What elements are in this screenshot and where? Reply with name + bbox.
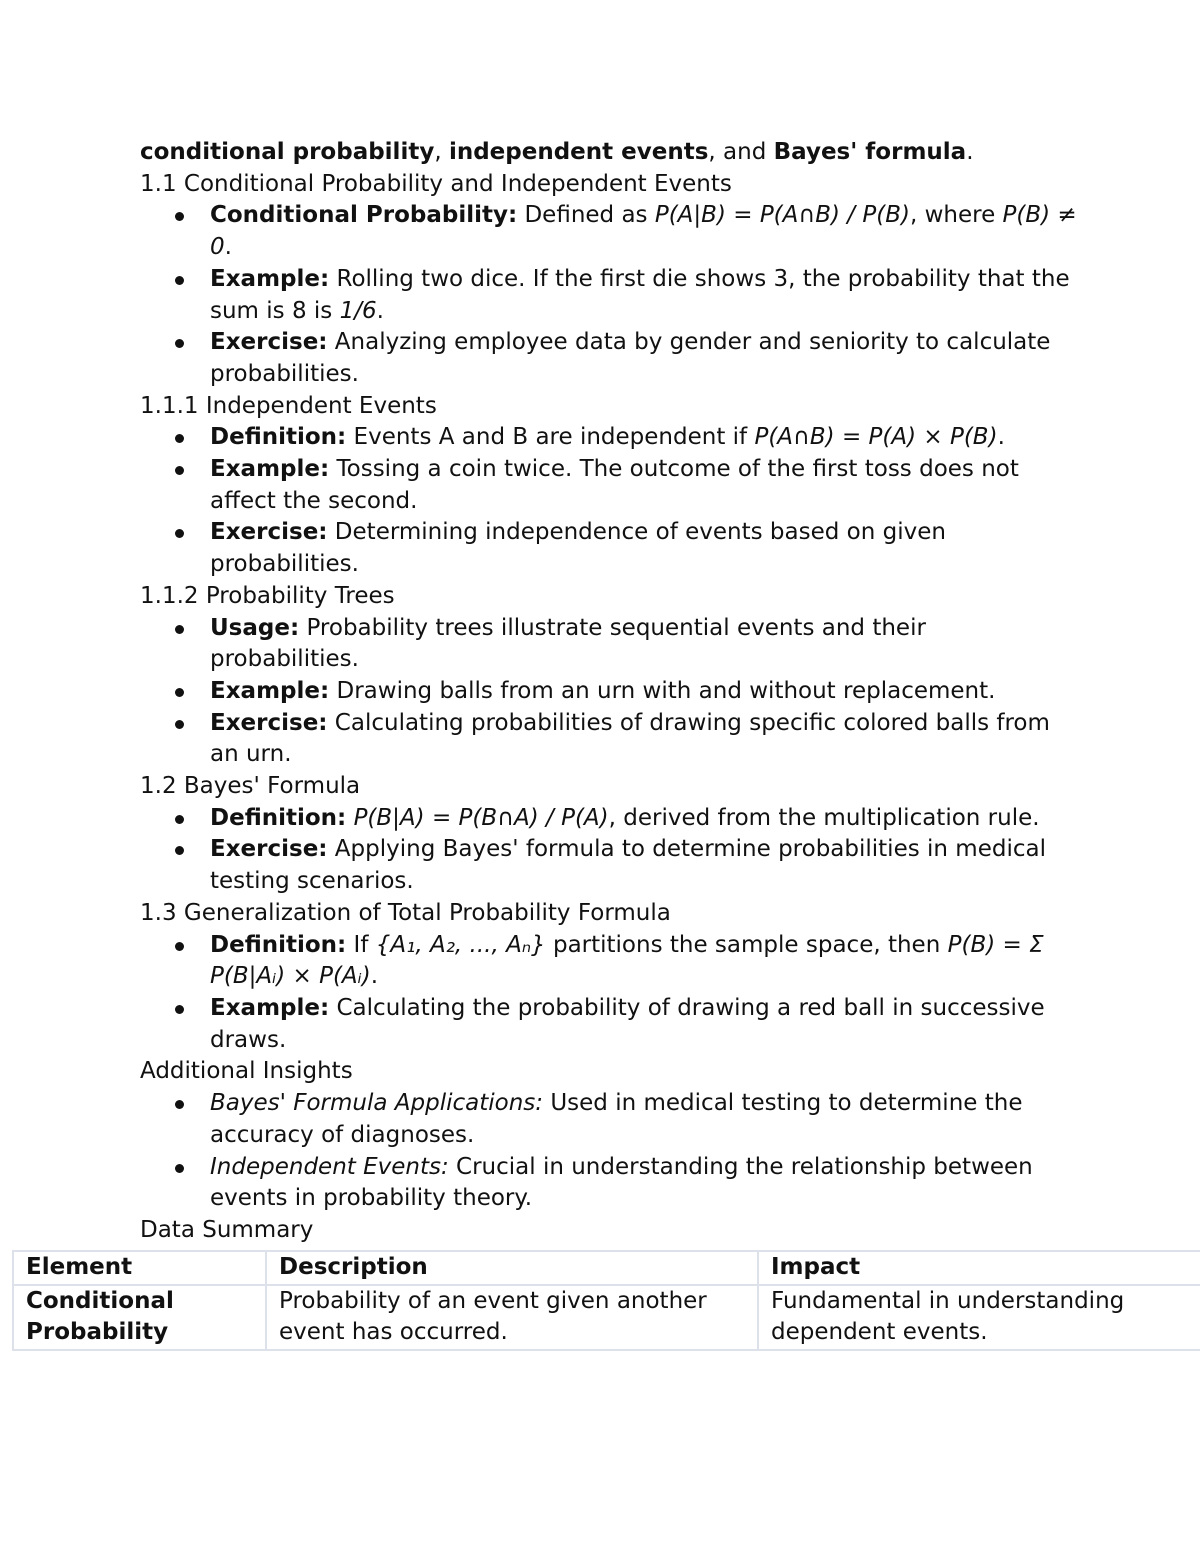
table-header-row — [13, 1251, 1200, 1285]
intro-sentence — [140, 137, 1180, 169]
formula: P(B|A) = P(B∩A) / P(A) — [353, 804, 609, 831]
list-item — [210, 930, 1180, 993]
list-item — [210, 834, 1180, 897]
table-cell — [13, 1285, 266, 1350]
column-header: Impact — [758, 1251, 1200, 1285]
formula: P(A|B) = P(A∩B) / P(B) — [654, 202, 910, 229]
section-heading: Data Summary — [140, 1216, 314, 1243]
section-heading: 1.1.2 Probability Trees — [140, 582, 395, 609]
item-text: Rolling two dice. If the first die shows 3, the probability that the sum is 8 is — [210, 265, 1070, 324]
item-text: . — [370, 963, 379, 990]
item-label: Example: — [210, 265, 330, 292]
list-item — [210, 1152, 1180, 1215]
table-cell: Fundamental in understanding dependent events. — [758, 1285, 1200, 1350]
document-body — [140, 137, 1180, 1247]
item-text: , where — [909, 202, 1003, 229]
item-label: Conditional Probability: — [210, 202, 518, 229]
item-label: Exercise: — [210, 709, 328, 736]
item-label: Independent Events: — [210, 1153, 449, 1180]
item-text: Crucial in understanding the relationship between events in probability theory. — [210, 1153, 1033, 1212]
item-label: Exercise: — [210, 519, 328, 546]
intro-text: , and — [708, 139, 774, 165]
item-text: Calculating probabilities of drawing specific colored balls from an urn. — [210, 709, 1050, 768]
list-item — [210, 1088, 1180, 1151]
bullet-list — [140, 422, 1180, 581]
cell-text: Conditional Probability — [26, 1287, 174, 1346]
list-item — [210, 676, 1180, 708]
item-label: Usage: — [210, 614, 300, 641]
intro-term: independent events — [448, 139, 709, 165]
item-label: Exercise: — [210, 836, 328, 863]
item-text: , derived from the multiplication rule. — [608, 804, 1040, 831]
intro-text: . — [966, 139, 974, 165]
formula: P(B) ≠ 0 — [210, 202, 1077, 261]
item-text: . — [997, 424, 1005, 451]
list-item — [210, 327, 1180, 390]
item-text: . — [224, 234, 232, 261]
list-item — [210, 803, 1180, 835]
item-label: Example: — [210, 456, 330, 483]
list-item — [210, 613, 1180, 676]
bullet-list — [140, 803, 1180, 898]
item-text: Probability trees illustrate sequential events and their probabilities. — [210, 614, 926, 673]
item-text: Determining independence of events based on given probabilities. — [210, 519, 946, 578]
column-header: Element — [13, 1251, 266, 1285]
item-text: Used in medical testing to determine the accuracy of diagnoses. — [210, 1090, 1023, 1148]
item-label: Example: — [210, 994, 330, 1021]
list-item — [210, 264, 1180, 327]
formula: 1/6 — [339, 297, 377, 324]
formula: {A₁, A₂, ..., Aₙ} — [375, 931, 546, 958]
section-heading: 1.3 Generalization of Total Probability Formula — [140, 899, 671, 926]
item-label: Definition: — [210, 931, 347, 958]
intro-text: , — [434, 139, 449, 165]
list-item — [210, 708, 1180, 771]
bullet-list — [140, 613, 1180, 772]
item-label: Exercise: — [210, 329, 328, 356]
column-header: Description — [266, 1251, 758, 1285]
intro-term: Bayes' formula — [773, 139, 967, 165]
item-text: If — [346, 931, 376, 958]
formula: P(B) = Σ P(B|Aᵢ) × P(Aᵢ) — [210, 931, 1044, 990]
list-item — [210, 200, 1180, 263]
section-heading: 1.1.1 Independent Events — [140, 392, 437, 419]
item-label: Bayes' Formula Applications: — [210, 1090, 544, 1117]
data-summary-table — [12, 1250, 1200, 1351]
list-item — [210, 517, 1180, 580]
item-label: Definition: — [210, 804, 347, 831]
item-text: Calculating the probability of drawing a red ball in successive draws. — [210, 994, 1045, 1053]
item-label: Example: — [210, 677, 330, 704]
item-text: Analyzing employee data by gender and seniority to calculate probabilities. — [210, 329, 1051, 387]
item-label: Definition: — [210, 424, 347, 451]
bullet-list — [140, 200, 1180, 390]
item-text: Drawing balls from an urn with and without replacement. — [329, 677, 996, 704]
section-heading: Additional Insights — [140, 1058, 353, 1085]
table-cell: Probability of an event given another event has occurred. — [266, 1285, 758, 1350]
section-heading: 1.2 Bayes' Formula — [140, 773, 361, 800]
list-item — [210, 993, 1180, 1056]
item-text: Events A and B are independent if — [346, 424, 755, 451]
list-item — [210, 422, 1180, 454]
bullet-list — [140, 930, 1180, 1057]
intro-term: conditional probability — [140, 139, 435, 165]
section-heading: 1.1 Conditional Probability and Independent Events — [140, 170, 732, 197]
table-row — [13, 1285, 1200, 1350]
item-text: Tossing a coin twice. The outcome of the first toss does not affect the second. — [210, 456, 1019, 514]
formula: P(A∩B) = P(A) × P(B) — [754, 424, 998, 451]
item-text: . — [376, 297, 384, 324]
bullet-list — [140, 1088, 1180, 1215]
item-text: Applying Bayes' formula to determine probabilities in medical testing scenarios. — [210, 836, 1046, 895]
item-text: partitions the sample space, then — [545, 931, 948, 958]
item-text — [346, 805, 353, 831]
item-text: Defined as — [517, 202, 655, 229]
list-item — [210, 454, 1180, 517]
